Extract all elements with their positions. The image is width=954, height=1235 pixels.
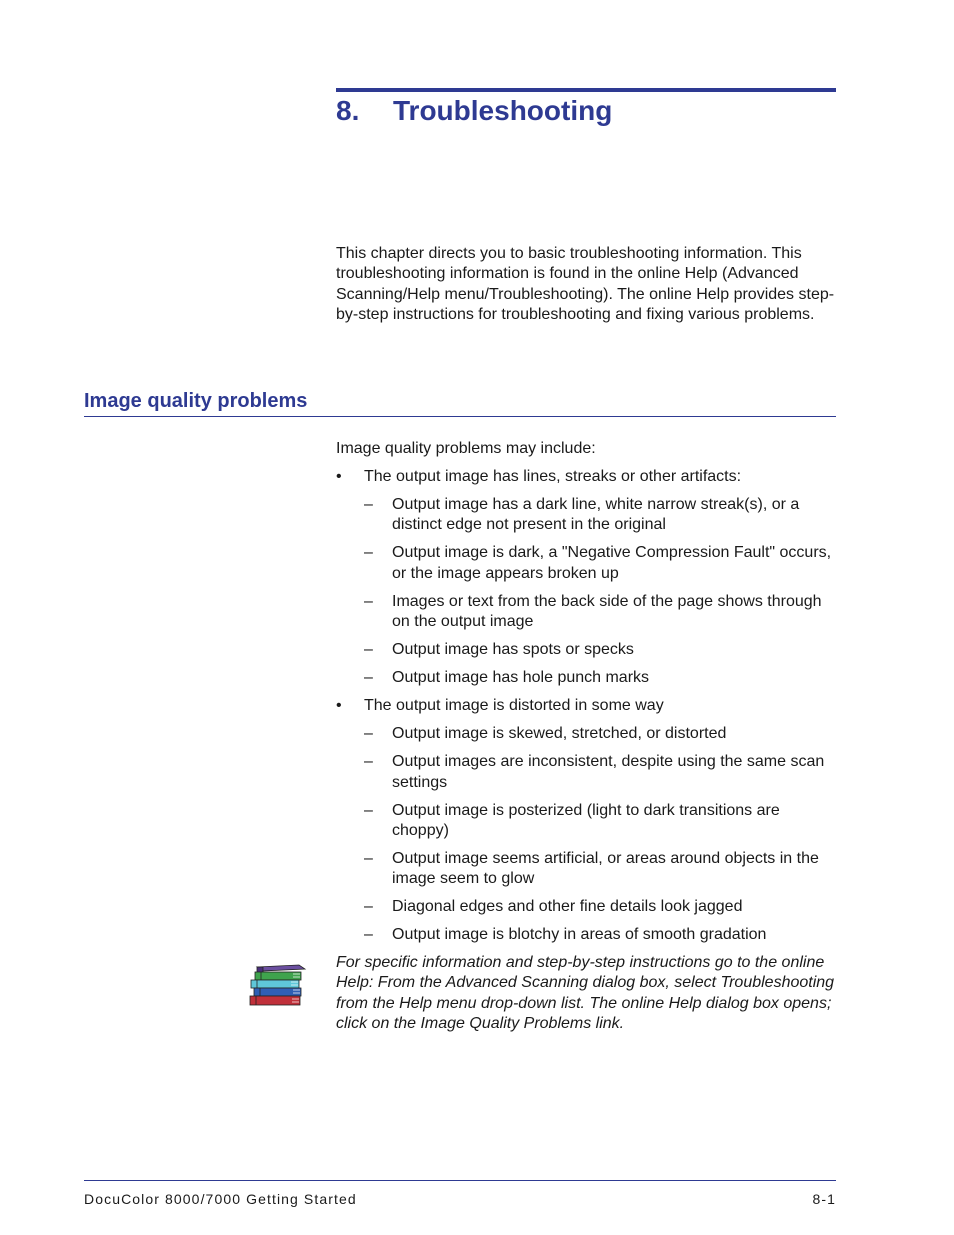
sub-list-item-text: Output image is posterized (light to dark transitions are choppy)	[392, 801, 780, 840]
dash-marker: –	[364, 544, 373, 562]
sub-list-item-text: Output image has hole punch marks	[392, 669, 650, 687]
list-item	[336, 696, 836, 946]
footer-rule	[84, 1180, 836, 1181]
help-note: For specific information and step-by-step instructions go to the online Help: From the Advanced Scanning dialog box, select Troubleshooting from the Help menu drop-down list. The online Help dialog box opens; click on the Image Quality Problems link.	[336, 954, 835, 1033]
sub-list-item-text: Diagonal edges and other fine details look jagged	[392, 898, 743, 916]
sub-list-item	[364, 668, 836, 688]
dash-marker: –	[364, 592, 373, 610]
list-item-text: The output image is distorted in some way	[364, 697, 664, 715]
page-number: 8-1	[812, 1191, 836, 1207]
books-icon	[247, 961, 307, 1009]
sub-list-item	[364, 495, 836, 536]
problem-list	[336, 467, 836, 953]
dash-marker: –	[364, 641, 373, 659]
dash-marker: –	[364, 801, 373, 819]
sub-list-item-text: Output image is skewed, stretched, or distorted	[392, 725, 727, 743]
sub-list-item	[364, 592, 836, 633]
sub-list-item-text: Output images are inconsistent, despite using the same scan settings	[392, 753, 825, 791]
sub-list	[364, 724, 836, 946]
sub-list-item	[364, 925, 836, 945]
sub-list-item	[364, 543, 836, 584]
chapter-title-text: Troubleshooting	[393, 95, 613, 126]
intro-paragraph: This chapter directs you to basic troubleshooting information. This troubleshooting information is found in the online Help (Advanced Scanning/Help menu/Troubleshooting). The online Help provides step-by-step instructions for troubleshooting and fixing various problems.	[336, 245, 835, 324]
sub-list-item	[364, 752, 836, 793]
bullet-marker: •	[336, 468, 342, 485]
footer-title: DocuColor 8000/7000 Getting Started	[84, 1191, 357, 1207]
dash-marker: –	[364, 926, 373, 944]
sub-list	[364, 495, 836, 689]
chapter-title	[336, 92, 612, 130]
dash-marker: –	[364, 898, 373, 916]
section-lead: Image quality problems may include:	[336, 440, 596, 457]
dash-marker: –	[364, 753, 373, 771]
dash-marker: –	[364, 850, 373, 868]
sub-list-item-text: Output image has a dark line, white narrow streak(s), or a distinct edge not present in the original	[392, 496, 800, 534]
sub-list-item	[364, 849, 836, 890]
sub-list-item-text: Output image is blotchy in areas of smooth gradation	[392, 926, 767, 944]
bullet-marker: •	[336, 697, 342, 715]
dash-marker: –	[364, 725, 373, 743]
sub-list-item-text: Images or text from the back side of the page shows through on the output image	[392, 592, 822, 631]
sub-list-item	[364, 724, 836, 744]
list-item	[336, 467, 836, 689]
dash-marker: –	[364, 496, 373, 513]
sub-list-item-text: Output image has spots or specks	[392, 641, 634, 659]
sub-list-item	[364, 897, 836, 917]
sub-list-item-text: Output image is dark, a "Negative Compression Fault" occurs, or the image appears broken up	[392, 544, 832, 582]
list-item-text: The output image has lines, streaks or other artifacts:	[364, 468, 742, 485]
chapter-number: 8.	[336, 95, 360, 126]
section-rule	[84, 416, 836, 417]
sub-list-item	[364, 801, 836, 842]
sub-list-item-text: Output image seems artificial, or areas around objects in the image seem to glow	[392, 850, 819, 888]
section-heading: Image quality problems	[84, 390, 308, 412]
dash-marker: –	[364, 669, 373, 687]
sub-list-item	[364, 640, 836, 660]
